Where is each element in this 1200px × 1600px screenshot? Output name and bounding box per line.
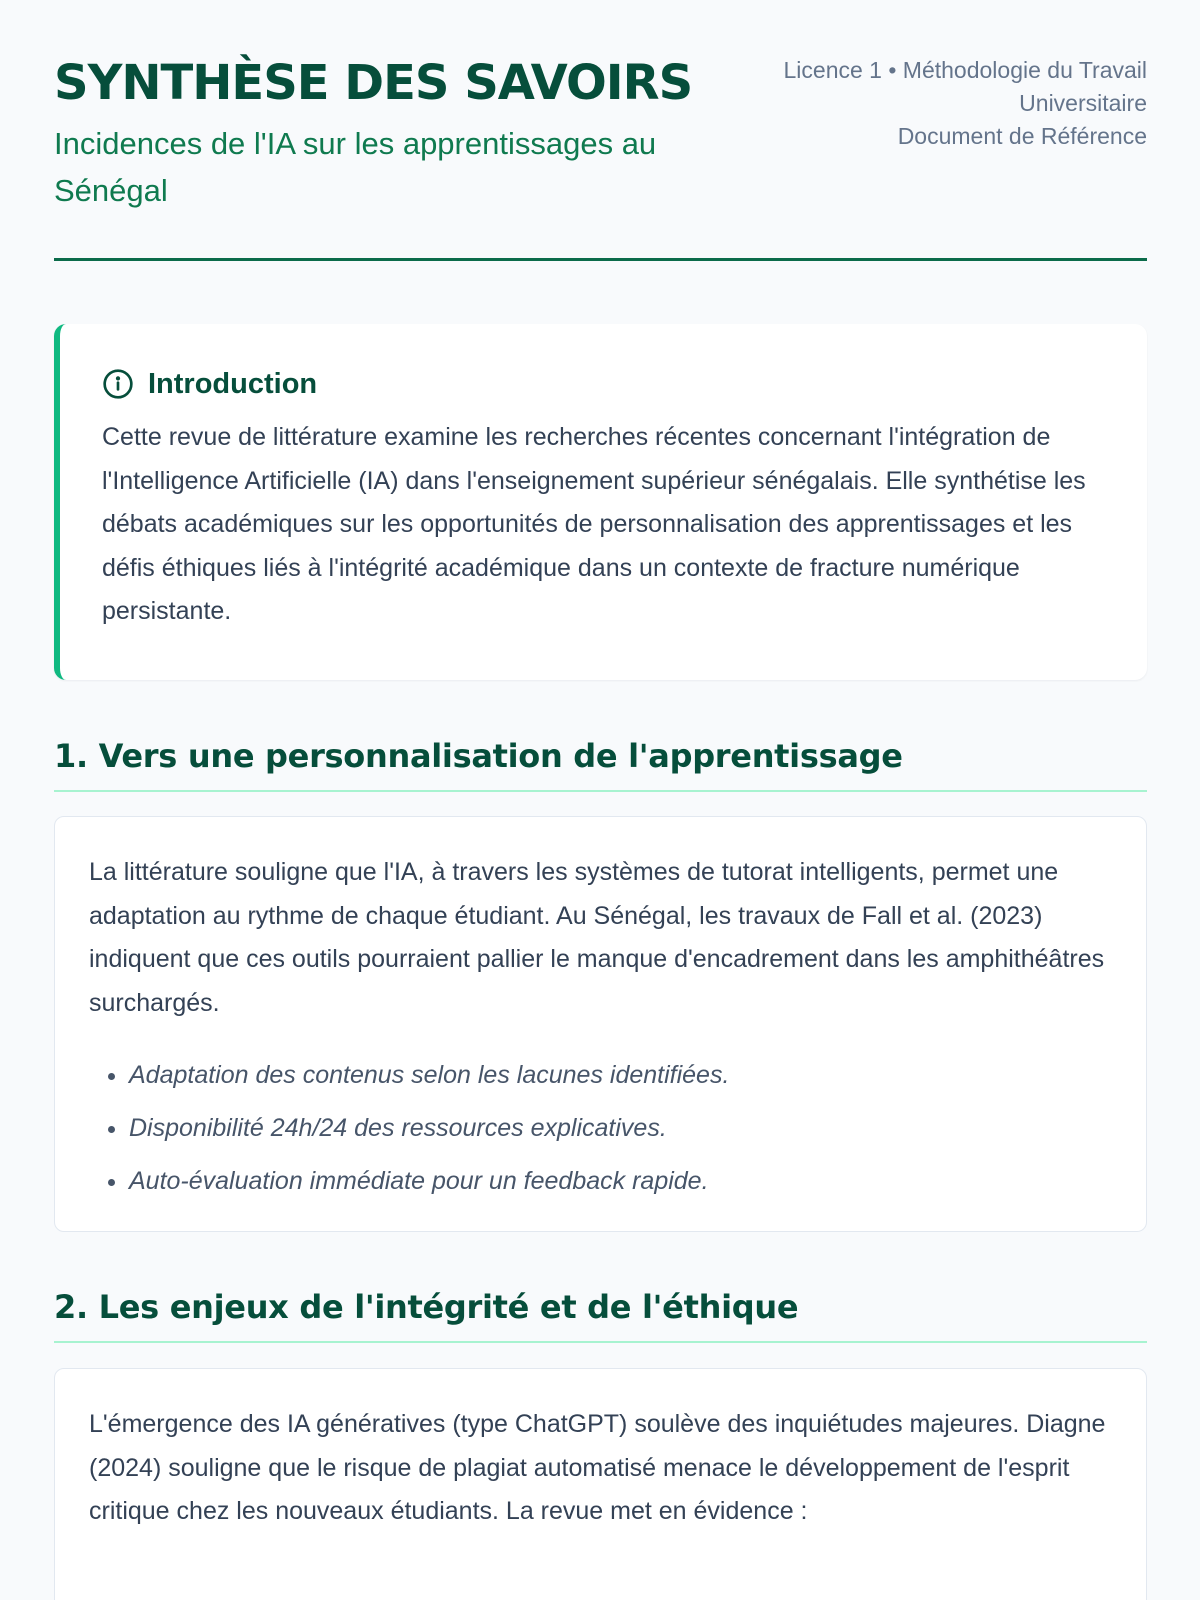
section-1-paragraph: La littérature souligne que l'IA, à travers les systèmes de tutorat intelligents, permet une adaptation au rythme de chaque étudiant. Au Sénégal, les travaux de Fall et al. (2023) indiquent que ces outils pourraient pallier le manque d'encadrement dans les amphithéâtres surchargés.	[89, 858, 1105, 1017]
meta-doc-type: Document de Référence	[897, 123, 1147, 149]
list-item: • Adaptation des contenus selon les lacunes identifiées.	[129, 1049, 1112, 1102]
section-1-card	[54, 816, 1147, 1232]
section-2-card	[54, 1368, 1147, 1600]
list-item: • Auto-évaluation immédiate pour un feedback rapide.	[129, 1155, 1112, 1208]
section-1-title: 1. Vers une personnalisation de l'apprentissage	[54, 734, 1147, 792]
info-icon	[102, 368, 134, 400]
meta-course-cont: Universitaire	[1019, 90, 1147, 116]
intro-text: Cette revue de littérature examine les recherches récentes concernant l'intégration de l'Intelligence Artificielle (IA) dans l'enseignement supérieur sénégalais. Elle synthétise les débats académiques sur les opportunités de personnalisation des apprentissages et les défis éthiques liés à l'intégrité académique dans un contexte de fracture numérique persistante.	[102, 423, 1086, 625]
document-title: SYNTHÈSE DES SAVOIRS	[54, 55, 693, 111]
section-2-title: 2. Les enjeux de l'intégrité et de l'éthique	[54, 1285, 1147, 1343]
intro-title: Introduction	[148, 367, 318, 400]
meta-course: Licence 1 • Méthodologie du Travail	[783, 57, 1147, 83]
intro-header	[102, 364, 1103, 404]
document-header	[54, 0, 1147, 261]
intro-card	[54, 324, 1147, 680]
document-subtitle: Incidences de l'IA sur les apprentissages au Sénégal	[54, 126, 657, 208]
document-page	[54, 0, 1147, 1525]
section-1-list	[89, 1049, 1112, 1208]
document-meta	[784, 54, 1148, 153]
list-item: • Disponibilité 24h/24 des ressources explicatives.	[129, 1102, 1112, 1155]
section-2-paragraph: L'émergence des IA génératives (type ChatGPT) soulève des inquiétudes majeures. Diagne (2024) souligne que le risque de plagiat automatisé menace le développement de l'esprit critique chez les nouveaux étudiants. La revue met en évidence :	[89, 1410, 1106, 1525]
